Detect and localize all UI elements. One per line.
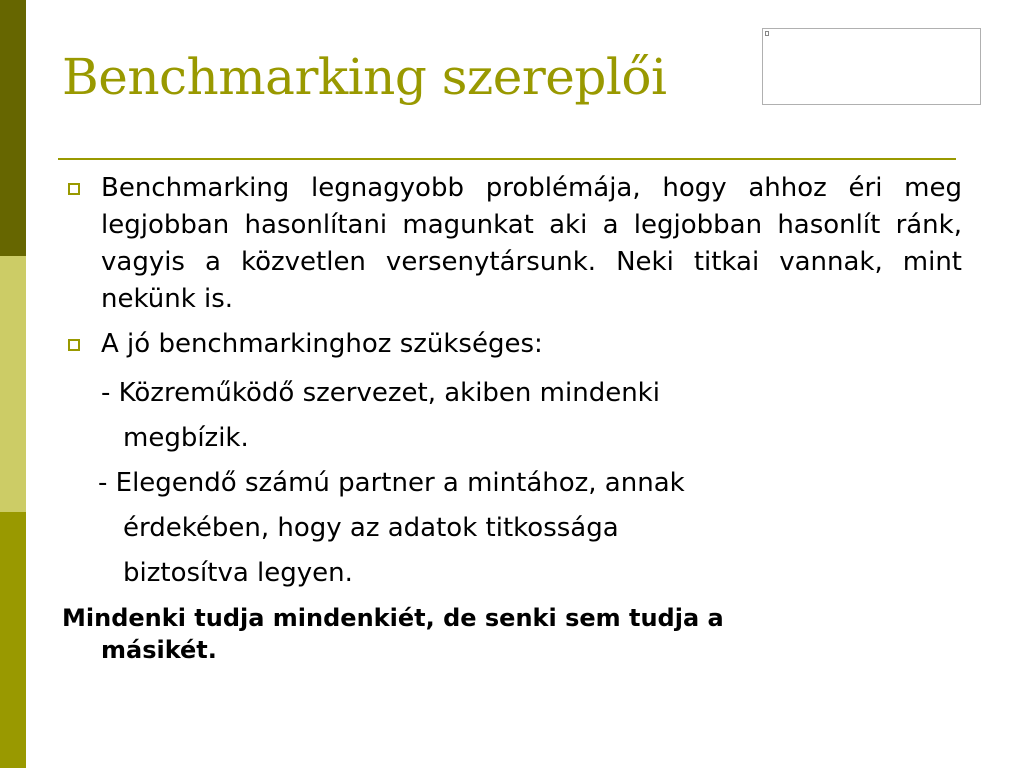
bullet-text: Benchmarking legnagyobb problémája, hogy ahhoz éri meg legjobban hasonlítani magunkat aki a legjobban hasonlít ránk, vagyis a közvetlen versenytársunk. Neki titkai vannak, mint nekünk is. <box>101 173 962 314</box>
closing-statement <box>62 602 962 666</box>
sub-item-line: megbízik. <box>123 423 249 453</box>
title-divider <box>58 158 956 160</box>
sidebar-strip-middle <box>0 256 26 512</box>
closing-line: másikét. <box>101 636 217 664</box>
slide-content <box>62 170 962 666</box>
sidebar-strip-top <box>0 0 26 256</box>
square-bullet-icon <box>68 339 80 351</box>
bullet-item <box>62 326 962 363</box>
sidebar-strip-bottom <box>0 512 26 768</box>
square-bullet-icon <box>68 183 80 195</box>
sub-item-line: érdekében, hogy az adatok titkossága <box>123 513 619 543</box>
closing-line: Mindenki tudja mindenkiét, de senki sem tudja a <box>62 604 724 632</box>
bullet-text: A jó benchmarkinghoz szükséges: <box>101 329 543 359</box>
image-placeholder <box>762 28 981 105</box>
bullet-item <box>62 170 962 318</box>
slide-title: Benchmarking szereplői <box>62 48 667 106</box>
sub-item-line: biztosítva legyen. <box>123 558 353 588</box>
broken-image-icon <box>765 31 769 36</box>
sub-item-line: - Közreműködő szervezet, akiben mindenki <box>101 378 660 408</box>
sub-item-line: - Elegendő számú partner a mintához, annak <box>98 468 685 498</box>
